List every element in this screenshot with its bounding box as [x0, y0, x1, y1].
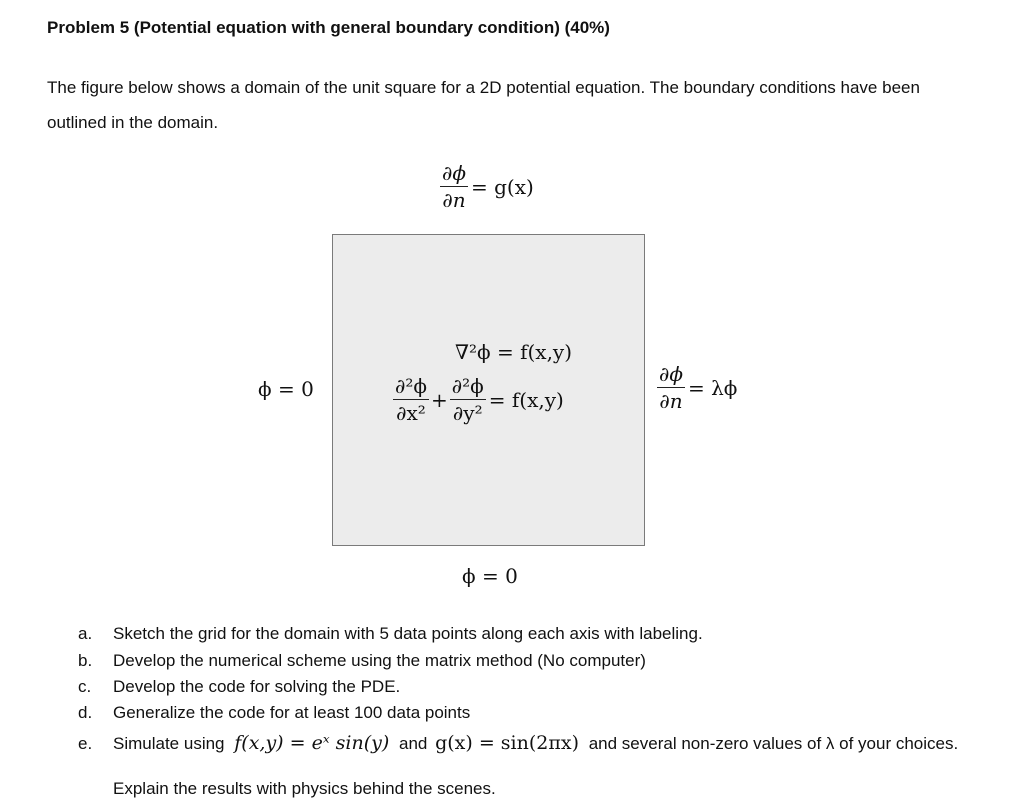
right-bc-numerator: ∂ϕ: [659, 362, 683, 386]
pde-term2-denominator: ∂y²: [452, 401, 483, 425]
pde-compact: ∇²ϕ = f(x,y): [455, 340, 573, 364]
top-bc-rhs: = g(x): [470, 174, 534, 199]
f-expression: f(x,y) = eˣ sin(y): [234, 732, 390, 754]
task-label: c.: [78, 677, 92, 696]
task-text: Sketch the grid for the domain with 5 data points along each axis with labeling.: [113, 624, 703, 643]
pde-expanded: [393, 375, 564, 424]
problem-title: Problem 5 (Potential equation with general boundary condition) (40%): [47, 18, 610, 37]
task-text: Develop the numerical scheme using the matrix method (No computer): [113, 651, 646, 670]
pde-term1-numerator: ∂²ϕ: [395, 374, 427, 398]
list-item: [78, 651, 646, 671]
task-text: Simulate using: [113, 734, 225, 753]
task-text: Develop the code for solving the PDE.: [113, 677, 401, 696]
top-bc-denominator: ∂n: [442, 188, 466, 212]
explain-text: Explain the results with physics behind the scenes.: [113, 779, 496, 798]
task-label: a.: [78, 624, 93, 643]
task-text: Generalize the code for at least 100 data points: [113, 703, 471, 722]
right-bc-denominator: ∂n: [659, 389, 683, 413]
task-text: and: [398, 734, 428, 753]
list-item: [78, 703, 470, 723]
list-item: [78, 624, 703, 644]
task-label: d.: [78, 703, 93, 722]
top-bc-numerator: ∂ϕ: [442, 161, 466, 185]
g-expression: g(x) = sin(2πx): [435, 732, 579, 754]
list-item: [78, 732, 958, 754]
task-label: b.: [78, 651, 93, 670]
problem-intro: The figure below shows a domain of the unit square for a 2D potential equation. The boundary conditions have been outlined in the domain.: [47, 78, 920, 132]
task-label: e.: [78, 734, 93, 753]
list-item: [78, 677, 400, 697]
top-boundary-condition: [440, 162, 534, 211]
bottom-boundary-condition: ϕ = 0: [462, 564, 518, 588]
pde-term2-numerator: ∂²ϕ: [451, 374, 484, 398]
pde-term1-denominator: ∂x²: [396, 401, 426, 425]
pde-rhs: = f(x,y): [488, 387, 564, 412]
right-boundary-condition: [657, 363, 737, 412]
left-boundary-condition: ϕ = 0: [258, 377, 314, 401]
pde-plus: +: [431, 387, 448, 412]
task-text: and several non-zero values of λ of your choices.: [588, 734, 959, 753]
right-bc-rhs: = λϕ: [687, 375, 738, 400]
